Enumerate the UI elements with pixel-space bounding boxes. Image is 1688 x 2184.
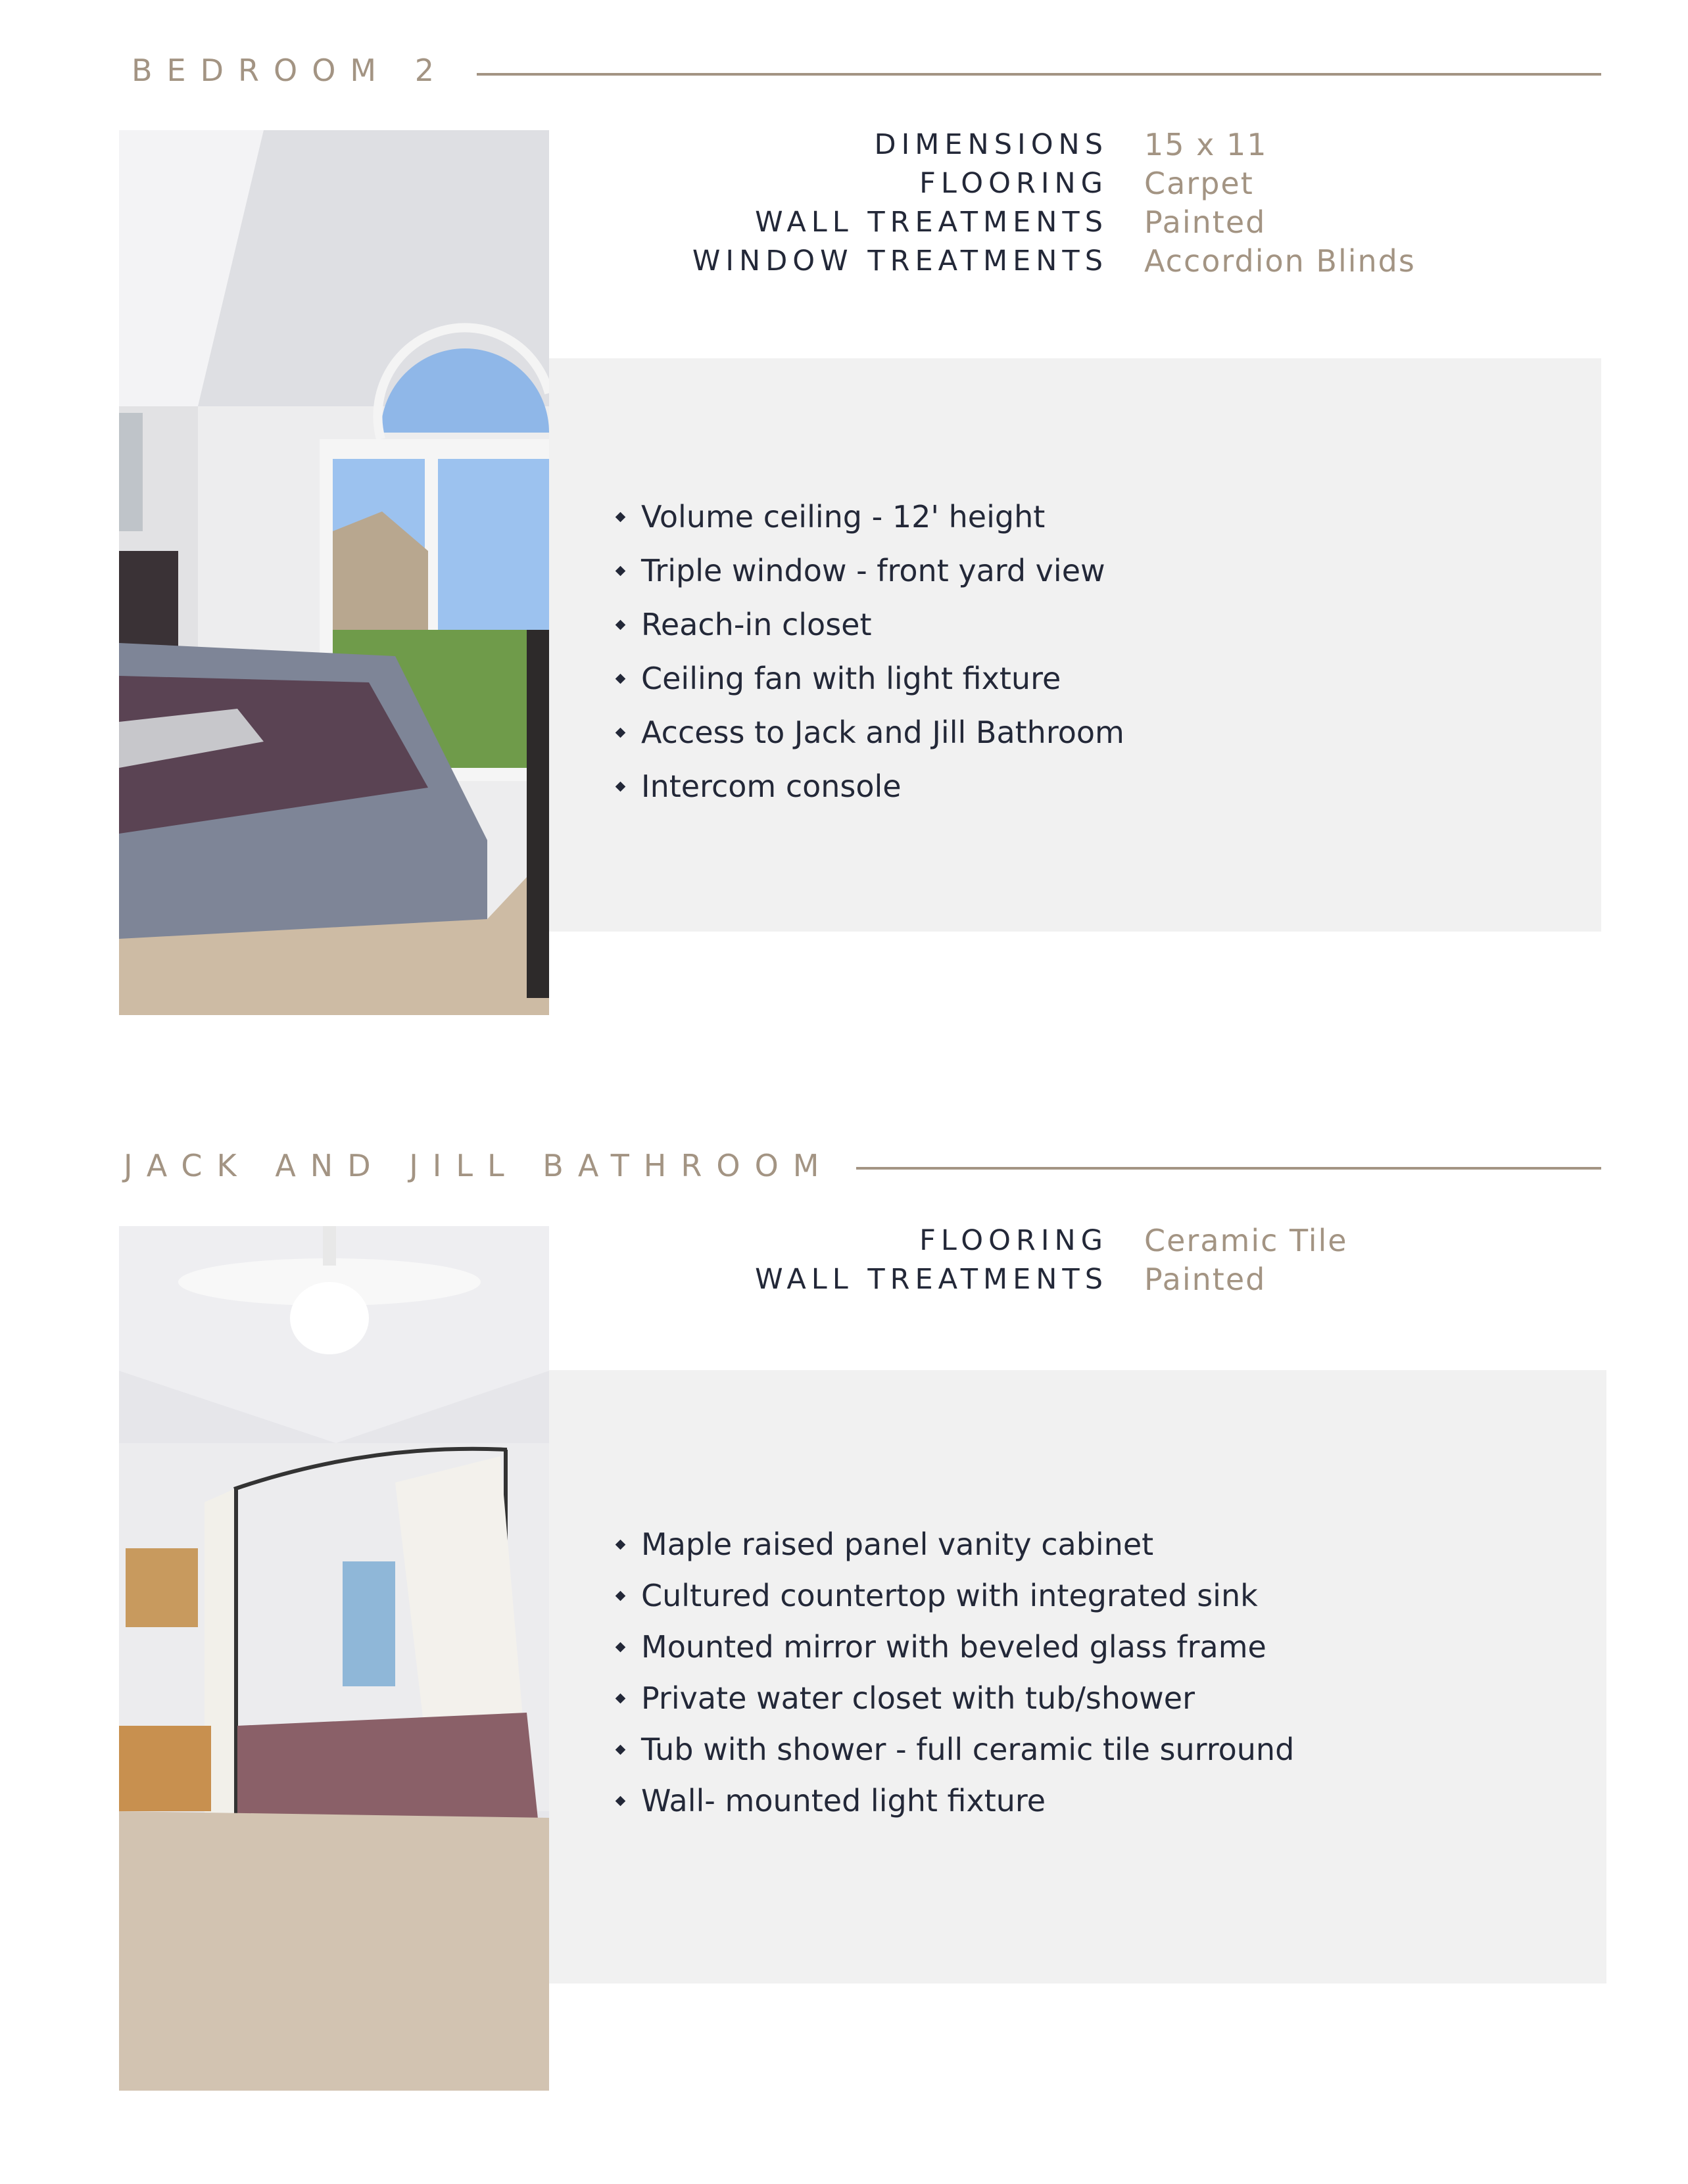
bullet-icon <box>615 1590 626 1601</box>
bedroom-photo <box>119 130 549 1015</box>
bullet-icon <box>615 619 626 630</box>
list-item <box>612 1519 1294 1570</box>
bullet-icon <box>615 565 626 576</box>
feature-text: Mounted mirror with beveled glass frame <box>641 1629 1266 1665</box>
spec-value: Painted <box>1144 204 1266 240</box>
list-item <box>612 544 1124 598</box>
spec-label: WINDOW TREATMENTS <box>692 244 1108 277</box>
spec-label: WALL TREATMENTS <box>755 205 1108 239</box>
bedroom-spec-row <box>592 164 1578 202</box>
bedroom-specs <box>592 125 1578 280</box>
list-item <box>612 1673 1294 1724</box>
bathroom-specs <box>592 1221 1578 1298</box>
feature-text: Ceiling fan with light fixture <box>641 661 1061 696</box>
spec-label: DIMENSIONS <box>874 128 1108 161</box>
list-item <box>612 598 1124 652</box>
spec-value: Ceramic Tile <box>1144 1222 1348 1258</box>
list-item <box>612 652 1124 705</box>
bullet-icon <box>615 1795 626 1806</box>
bedroom-spec-row <box>592 241 1578 280</box>
bullet-icon <box>615 781 626 792</box>
spec-label: FLOORING <box>919 1223 1108 1257</box>
bullet-icon <box>615 673 626 684</box>
feature-text: Intercom console <box>641 769 902 804</box>
spec-value: 15 x 11 <box>1144 126 1268 162</box>
spec-value: Carpet <box>1144 165 1254 201</box>
bathroom-spec-row <box>592 1221 1578 1260</box>
feature-text: Volume ceiling - 12' height <box>641 499 1046 534</box>
spec-value: Accordion Blinds <box>1144 243 1416 279</box>
bathroom-spec-row <box>592 1260 1578 1298</box>
bathroom-feature-list <box>612 1519 1294 1826</box>
feature-text: Triple window - front yard view <box>641 553 1105 588</box>
bedroom-feature-list <box>612 490 1124 813</box>
spec-value: Painted <box>1144 1261 1266 1297</box>
feature-text: Wall- mounted light fixture <box>641 1783 1046 1818</box>
bullet-icon <box>615 511 626 522</box>
spec-label: FLOORING <box>919 166 1108 200</box>
bedroom-section-title: BEDROOM 2 <box>132 53 448 88</box>
list-item <box>612 490 1124 544</box>
feature-text: Reach-in closet <box>641 607 872 642</box>
bullet-icon <box>615 1539 626 1550</box>
bedroom-spec-row <box>592 125 1578 164</box>
list-item <box>612 759 1124 813</box>
spec-label: WALL TREATMENTS <box>755 1262 1108 1296</box>
bathroom-photo <box>119 1226 549 2091</box>
bullet-icon <box>615 1693 626 1703</box>
feature-text: Maple raised panel vanity cabinet <box>641 1527 1154 1562</box>
list-item <box>612 1570 1294 1621</box>
feature-text: Access to Jack and Jill Bathroom <box>641 715 1124 750</box>
list-item <box>612 1621 1294 1673</box>
bathroom-title-rule <box>856 1167 1601 1170</box>
list-item <box>612 705 1124 759</box>
list-item <box>612 1724 1294 1775</box>
bullet-icon <box>615 727 626 738</box>
feature-text: Tub with shower - full ceramic tile surround <box>641 1732 1295 1767</box>
bullet-icon <box>615 1744 626 1755</box>
list-item <box>612 1775 1294 1826</box>
feature-text: Cultured countertop with integrated sink <box>641 1578 1258 1613</box>
bathroom-section-title: JACK AND JILL BATHROOM <box>124 1148 834 1183</box>
bullet-icon <box>615 1642 626 1652</box>
bedroom-title-rule <box>477 73 1601 76</box>
bedroom-spec-row <box>592 202 1578 241</box>
feature-text: Private water closet with tub/shower <box>641 1680 1195 1716</box>
